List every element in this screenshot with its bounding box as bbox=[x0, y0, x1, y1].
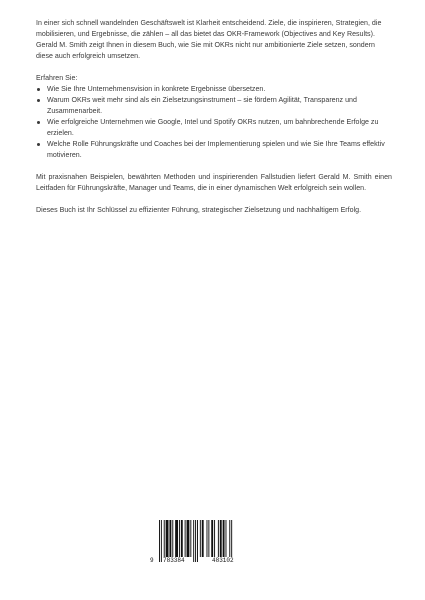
barcode-bar bbox=[197, 520, 198, 562]
list-item-text: Welche Rolle Führungskräfte und Coaches bei der Implementierung spielen und wie Sie Ihre Teams effektiv motivieren. bbox=[47, 141, 385, 159]
barcode-bar bbox=[200, 520, 201, 557]
barcode-bar bbox=[202, 520, 204, 557]
barcode-bar bbox=[214, 520, 215, 557]
list-item bbox=[36, 84, 392, 95]
bullet-icon bbox=[37, 121, 40, 124]
barcode-bar bbox=[185, 520, 186, 557]
list-item bbox=[36, 139, 392, 161]
barcode-bar bbox=[193, 520, 194, 562]
barcode-bar bbox=[211, 520, 213, 557]
barcode-bar bbox=[190, 520, 191, 557]
bullet-icon bbox=[37, 99, 40, 102]
isbn-barcode bbox=[149, 518, 265, 570]
barcode-bar bbox=[159, 520, 160, 562]
barcode-bar bbox=[175, 520, 178, 557]
barcode-bar bbox=[218, 520, 219, 557]
list-item bbox=[36, 95, 392, 117]
benefit-list bbox=[36, 84, 392, 161]
intro-paragraph: In einer sich schnell wandelnden Geschäftswelt ist Klarheit entscheidend. Ziele, die inspirieren, Strategien, die mobilisieren, und Ergebnisse, die zählen – all das bietet das OKR-Framework (Objectives and Key Results). Gerald M. Smith zeigt Ihnen in diesem Buch, wie Sie mit OKRs nicht nur ambitionierte Ziele setzen, sondern diese auch erfolgreich umsetzen. bbox=[36, 20, 382, 60]
barcode-bar bbox=[164, 520, 165, 557]
barcode-bar bbox=[207, 520, 208, 557]
barcode-bar bbox=[220, 520, 222, 557]
spacer bbox=[36, 62, 392, 73]
barcode-bar bbox=[195, 520, 196, 562]
barcode-bar bbox=[169, 520, 171, 557]
list-item-text: Wie erfolgreiche Unternehmen wie Google, Intel und Spotify OKRs nutzen, um bahnbrechende Erfolge zu erzielen. bbox=[47, 119, 379, 137]
barcode-bar bbox=[179, 520, 180, 557]
blurb-text bbox=[36, 18, 392, 216]
spacer bbox=[36, 161, 392, 172]
closing-paragraph: Dieses Buch ist Ihr Schlüssel zu effizienter Führung, strategischer Zielsetzung und nachhaltigem Erfolg. bbox=[36, 207, 362, 214]
barcode-bar bbox=[231, 520, 232, 562]
bullet-icon bbox=[37, 88, 40, 91]
barcode-left-digits: 783384 bbox=[163, 557, 185, 564]
barcode-bar bbox=[223, 520, 225, 557]
barcode-lead-digit: 9 bbox=[150, 557, 154, 564]
barcode-bar bbox=[226, 520, 227, 557]
barcode-bar bbox=[166, 520, 169, 557]
barcode-bar bbox=[229, 520, 230, 562]
list-item bbox=[36, 117, 392, 139]
bullet-icon bbox=[37, 143, 40, 146]
barcode-bar bbox=[187, 520, 190, 557]
list-item-text: Wie Sie Ihre Unternehmensvision in konkrete Ergebnisse übersetzen. bbox=[47, 86, 266, 93]
barcode-bar bbox=[161, 520, 162, 562]
barcode-bar bbox=[208, 520, 209, 557]
barcode-bar bbox=[172, 520, 173, 557]
list-heading: Erfahren Sie: bbox=[36, 75, 78, 82]
list-item-text: Warum OKRs weit mehr sind als ein Zielsetzungsinstrument – sie fördern Agilität, Transparenz und Zusammenarbeit. bbox=[47, 97, 357, 115]
body-paragraph: Mit praxisnahen Beispielen, bewährten Methoden und inspirierenden Fallstudien liefert Gerald M. Smith einen Leitfaden für Führungskräfte, Manager und Teams, die in einer dynamischen Welt erfolgreich sein wollen. bbox=[36, 174, 392, 192]
barcode-bar bbox=[181, 520, 183, 557]
spacer bbox=[36, 194, 392, 205]
barcode-right-digits: 483102 bbox=[212, 557, 234, 564]
